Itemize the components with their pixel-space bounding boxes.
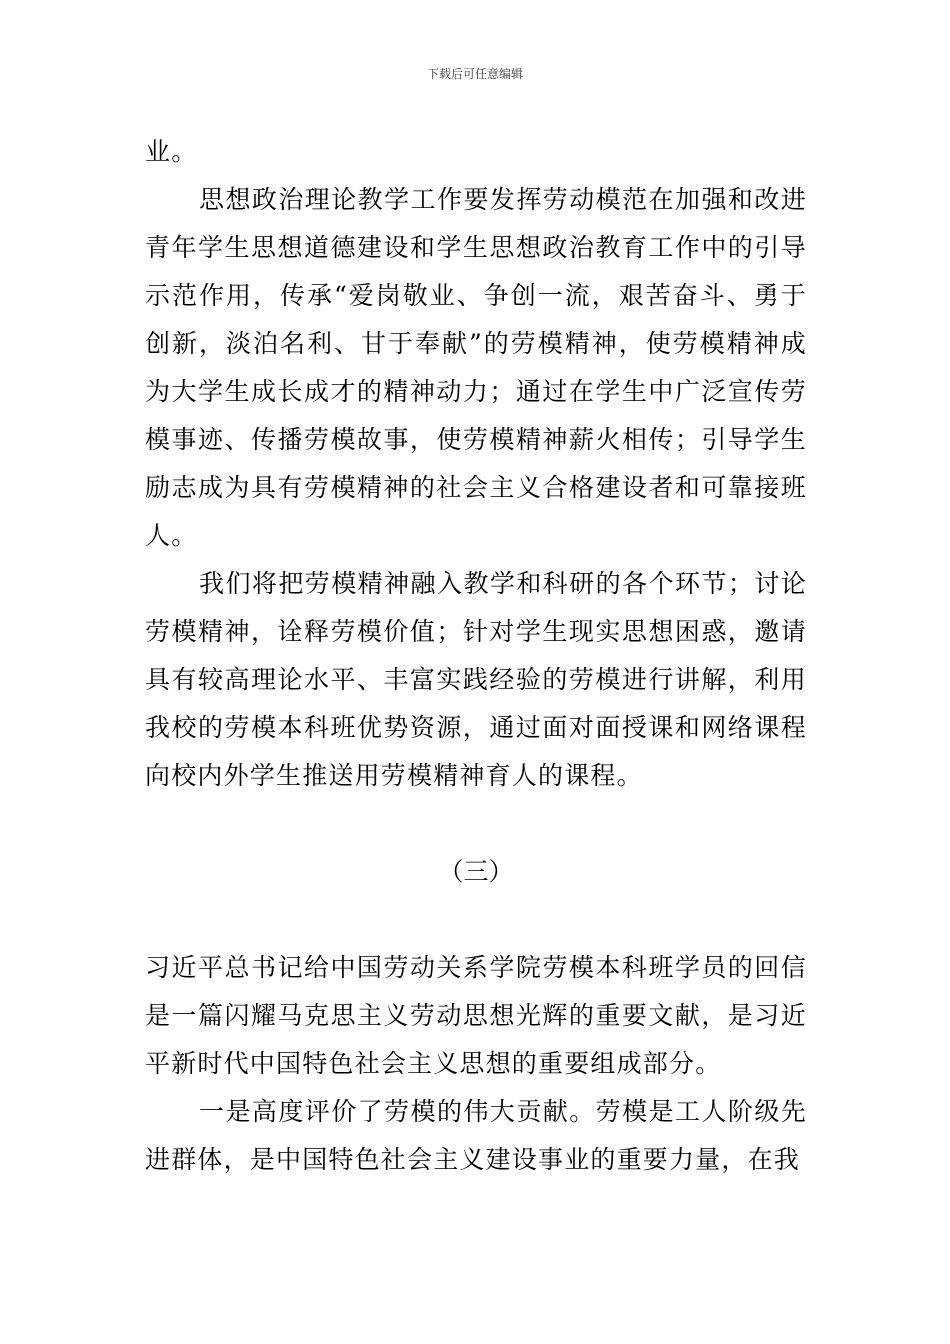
continued-line: 业。 <box>145 137 198 166</box>
document-body <box>145 128 807 1184</box>
paragraph-teaching-integration: 我们将把劳模精神融入教学和科研的各个环节；讨论劳模精神，诠释劳模价值；针对学生现实思想困惑，邀请具有较高理论水平、丰富实践经验的劳模进行讲解，利用我校的劳模本科班优势资源，通过面对面授课和网络课程向校内外学生推送用劳模精神育人的课程。 <box>145 569 807 790</box>
paragraph-reply-letter: 习近平总书记给中国劳动关系学院劳模本科班学员的回信是一篇闪耀马克思主义劳动思想光辉的重要文献，是习近平新时代中国特色社会主义思想的重要组成部分。 <box>145 953 807 1078</box>
paragraph-contribution: 一是高度评价了劳模的伟大贡献。劳模是工人阶级先进群体，是中国特色社会主义建设事业的重要力量，在我 <box>145 1097 807 1174</box>
paragraph-labor-model-guidance: 思想政治理论教学工作要发挥劳动模范在加强和改进青年学生思想道德建设和学生思想政治教育工作中的引导示范作用，传承“爱岗敬业、争创一流，艰苦奋斗、勇于创新，淡泊名利、甘于奉献”的劳模精神，使劳模精神成为大学生成长成才的精神动力；通过在学生中广泛宣传劳模事迹、传播劳模故事，使劳模精神薪火相传；引导学生励志成为具有劳模精神的社会主义合格建设者和可靠接班人。 <box>145 185 807 550</box>
page-header-note: 下载后可任意编辑 <box>426 67 523 81</box>
section-heading: （三） <box>438 857 514 886</box>
